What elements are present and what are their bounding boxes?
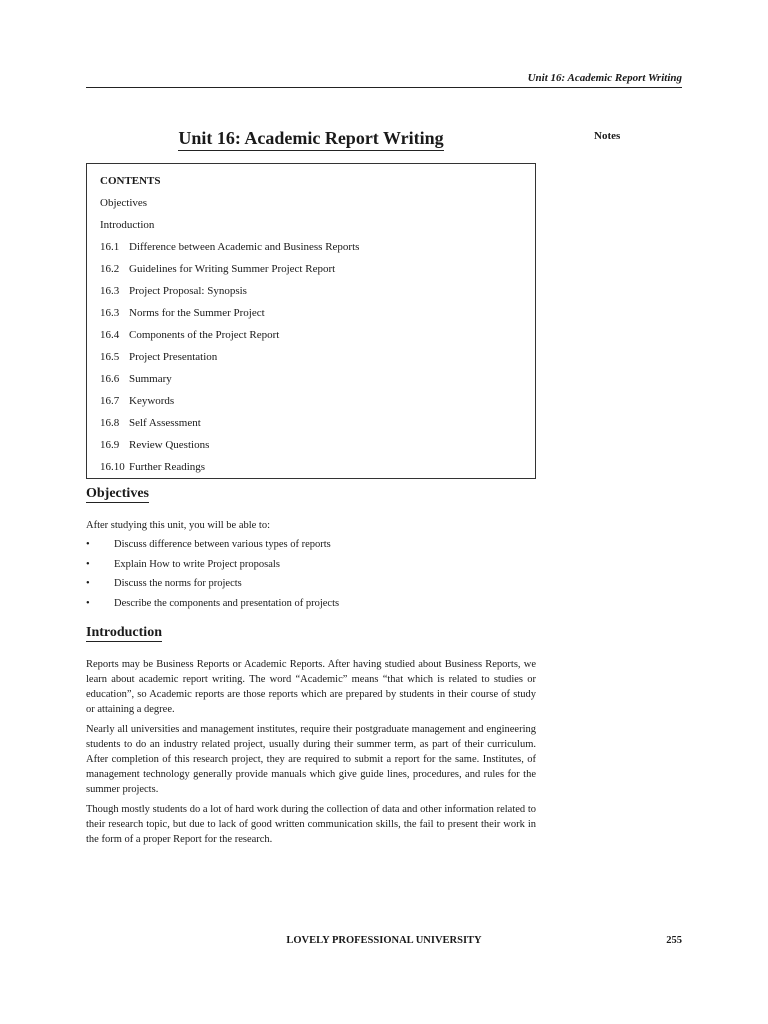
contents-item-number: 16.8 xyxy=(100,417,120,429)
contents-item xyxy=(100,350,535,372)
contents-item-label: Keywords xyxy=(129,395,175,407)
contents-item xyxy=(100,460,535,482)
objectives-heading-text: Objectives xyxy=(86,486,149,501)
footer-university: LOVELY PROFESSIONAL UNIVERSITY xyxy=(286,935,482,946)
contents-item xyxy=(100,240,535,262)
list-item xyxy=(86,538,536,558)
bullet-icon: • xyxy=(86,539,90,550)
running-header: Unit 16: Academic Report Writing xyxy=(86,72,682,88)
contents-item-number: 16.10 xyxy=(100,461,125,473)
bullet-icon: • xyxy=(86,597,90,609)
contents-item xyxy=(100,196,535,218)
contents-item xyxy=(100,218,535,240)
list-item xyxy=(86,558,536,578)
contents-item xyxy=(100,262,535,284)
contents-item xyxy=(100,328,535,350)
bullet-icon: • xyxy=(86,558,90,570)
contents-item xyxy=(100,372,535,394)
contents-box xyxy=(86,163,536,479)
contents-item-number: 16.1 xyxy=(100,241,120,253)
contents-item-number: 16.3 xyxy=(100,307,120,319)
contents-item xyxy=(100,416,535,438)
objectives-list xyxy=(86,538,536,616)
contents-item xyxy=(100,394,535,416)
contents-item-label: Components of the Project Report xyxy=(129,329,280,341)
objectives-heading xyxy=(86,486,149,502)
contents-heading: CONTENTS xyxy=(100,175,161,187)
list-item xyxy=(86,577,536,597)
contents-item-label: Further Readings xyxy=(129,461,206,473)
contents-item xyxy=(100,438,535,460)
contents-item-label: Difference between Academic and Business Reports xyxy=(129,241,360,253)
list-item-text: Discuss difference between various types of reports xyxy=(114,539,331,550)
contents-item xyxy=(100,306,535,328)
contents-item-label: Project Presentation xyxy=(129,351,218,363)
margin-notes-label: Notes xyxy=(594,130,621,142)
contents-item-number: 16.5 xyxy=(100,351,120,363)
list-item-text: Discuss the norms for projects xyxy=(114,578,242,589)
objectives-intro: After studying this unit, you will be able to: xyxy=(86,520,271,531)
contents-item-label: Summary xyxy=(129,373,172,385)
contents-item-label: Project Proposal: Synopsis xyxy=(129,285,247,297)
contents-item xyxy=(100,284,535,306)
list-item-text: Describe the components and presentation of projects xyxy=(114,597,340,609)
introduction-heading-text: Introduction xyxy=(86,625,162,640)
page-number: 255 xyxy=(666,935,682,946)
page-title xyxy=(86,128,536,149)
contents-item-number: 16.9 xyxy=(100,439,120,451)
contents-item-label: Norms for the Summer Project xyxy=(129,307,265,319)
contents-item-number: 16.6 xyxy=(100,373,120,385)
contents-item-number: 16.2 xyxy=(100,263,120,275)
page-title-text: Unit 16: Academic Report Writing xyxy=(178,128,443,151)
contents-item-number: 16.7 xyxy=(100,395,120,407)
contents-item-label: Guidelines for Writing Summer Project Report xyxy=(129,263,336,275)
contents-item-number: 16.4 xyxy=(100,329,120,341)
introduction-heading xyxy=(86,625,162,641)
contents-item-number: 16.3 xyxy=(100,285,120,297)
introduction-paragraph: Nearly all universities and management institutes, require their postgraduate management and engineering students to do an industry related project, usually during their summer term, as part of their curriculum. After completion of this research project, they are required to submit a report for the same. Institutes, of management technology generally provide manuals which give guide lines, procedures, and rules for the summer projects. xyxy=(86,724,536,795)
contents-item-label: Objectives xyxy=(100,197,148,209)
contents-item-label: Self Assessment xyxy=(129,417,201,429)
introduction-paragraph: Though mostly students do a lot of hard work during the collection of data and other information related to their research topic, but due to lack of good written communication skills, the fail to present their work in the form of a proper Report for the research. xyxy=(86,804,536,845)
bullet-icon: • xyxy=(86,578,90,589)
introduction-paragraph: Reports may be Business Reports or Academic Reports. After having studied about Business Reports, we learn about academic report writing. The word “Academic” means “that which is related to studies or education”, so Academic reports are those reports which are prepared by students in their course of study or attaining a degree. xyxy=(86,659,536,715)
contents-item-label: Introduction xyxy=(100,219,155,231)
list-item xyxy=(86,597,536,617)
contents-item-label: Review Questions xyxy=(129,439,210,451)
list-item-text: Explain How to write Project proposals xyxy=(114,558,280,570)
